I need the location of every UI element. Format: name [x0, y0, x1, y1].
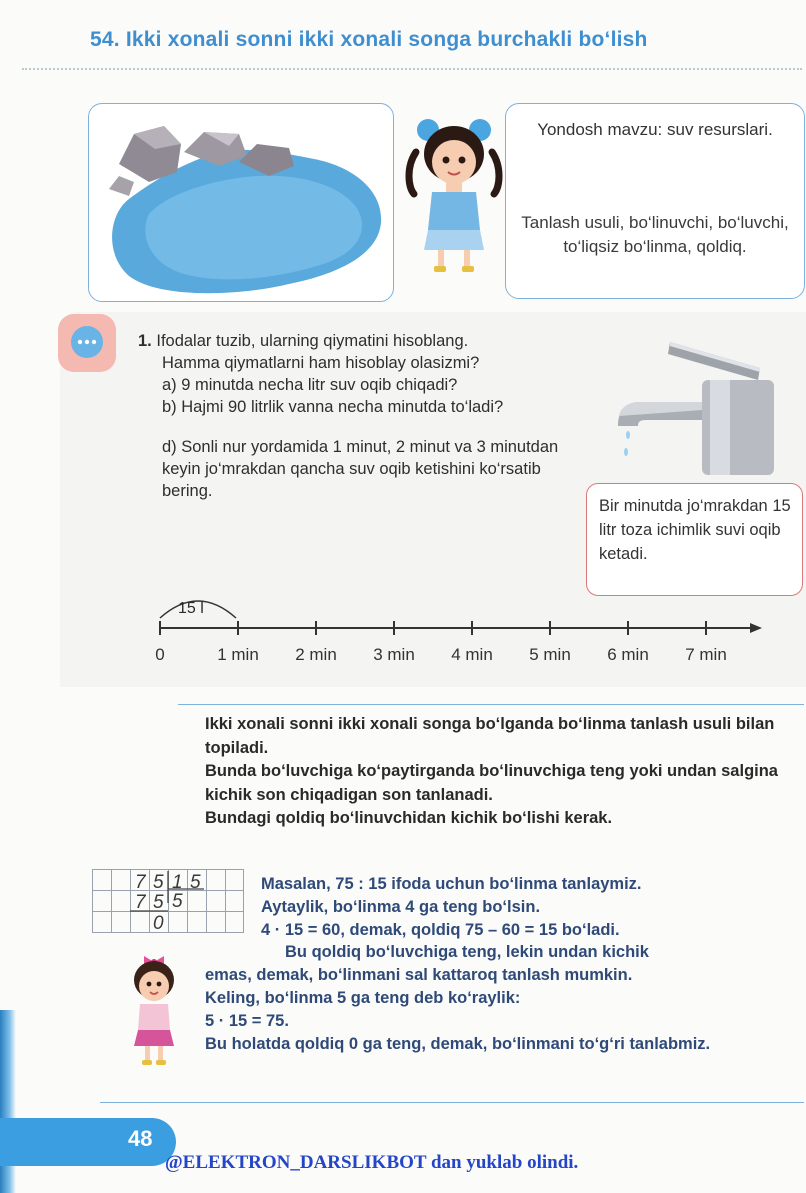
number-line-label: 7 min [685, 645, 727, 664]
dividend-digit: 7 [135, 872, 146, 893]
example-line: Bu qoldiq bo‘luvchiga teng, lekin undan kichik [285, 943, 649, 962]
task-number: 1. [138, 332, 152, 350]
number-line-axis [150, 590, 770, 650]
task-item-d: d) Sonli nur yordamida 1 minut, 2 minut va 3 minutdan keyin jo‘mrakdan qancha suv oqib ketishini ko‘rsatib bering. [162, 438, 559, 500]
example-line: emas, demak, bo‘linmani sal kattaroq tanlash mumkin. [205, 966, 633, 985]
rule-box [205, 713, 805, 831]
task-instruction: Ifodalar tuzib, ularning qiymatini hisoblang. [156, 332, 469, 350]
divisor-digit: 5 [190, 872, 201, 893]
example-section [205, 873, 795, 1055]
title-divider [22, 68, 802, 70]
rule-line-1: Ikki xonali sonni ikki xonali songa bo‘lganda bo‘linma tanlash usuli bilan topiladi. [205, 715, 775, 757]
task-item-b: b) Hajmi 90 litrlik vanna necha minutda to‘ladi? [162, 398, 504, 416]
note-box: Bir minutda jo‘mrakdan 15 litr toza ichimlik suvi oqib ketadi. [586, 483, 803, 596]
rule-line-2: Bunda bo‘luvchiga ko‘paytirganda bo‘linuvchiga teng yoki undan salgina kichik son chiqadigan son tanlanadi. [205, 762, 778, 804]
remainder-digit: 0 [153, 913, 164, 933]
girl-with-bow-icon [118, 950, 190, 1072]
divisor-digit: 1 [172, 872, 183, 893]
faucet-icon [610, 340, 800, 475]
pond-illustration [88, 103, 394, 302]
rule-divider [178, 704, 804, 705]
number-line-label: 2 min [295, 645, 337, 664]
example-line: Bu holatda qoldiq 0 ga teng, demak, bo‘linmani to‘g‘ri tanlabmiz. [205, 1034, 711, 1053]
example-line: Aytaylik, bo‘linma 4 ga teng bo‘lsin. [261, 897, 541, 916]
number-line-label: 1 min [217, 645, 259, 664]
number-line-label: 6 min [607, 645, 649, 664]
number-line-label: 5 min [529, 645, 571, 664]
number-line-label: 4 min [451, 645, 493, 664]
example-line: Masalan, 75 : 15 ifoda uchun bo‘linma tanlaymiz. [261, 875, 642, 893]
dividend-digit: 5 [153, 872, 164, 893]
pond-icon [89, 104, 393, 301]
watermark-text: @ELEKTRON_DARSLIKBOT dan yuklab olindi. [165, 1152, 579, 1173]
related-topic-text: Yondosh mavzu: suv resurslari. [537, 120, 773, 139]
example-line: 4 · 15 = 60, demak, qoldiq 75 – 60 = 15 bo‘ladi. [261, 920, 620, 939]
quotient-digit: 5 [172, 891, 183, 912]
product-digit: 7 [135, 892, 146, 913]
number-line [150, 590, 770, 670]
product-digit: 5 [153, 892, 164, 913]
page-title: 54. Ikki xonali sonni ikki xonali songa burchakli bo‘lish [90, 28, 648, 51]
number-line-label: 0 [155, 645, 165, 664]
topic-box [505, 103, 805, 299]
key-terms-text: Tanlash usuli, bo‘linuvchi, bo‘luvchi, to‘liqsiz bo‘linma, qoldiq. [521, 213, 789, 256]
task-1 [138, 330, 578, 502]
bottom-divider [100, 1102, 804, 1103]
rule-line-3: Bundagi qoldiq bo‘linuvchidan kichik bo‘lishi kerak. [205, 809, 613, 827]
number-line-label: 3 min [373, 645, 415, 664]
task-item-a: a) 9 minutda necha litr suv oqib chiqadi? [162, 376, 458, 394]
example-line: Keling, bo‘linma 5 ga teng deb ko‘raylik: [205, 988, 521, 1007]
girl-illustration-icon [398, 112, 504, 282]
arc-label: 15 l [178, 600, 204, 617]
discussion-bubble-icon [56, 312, 118, 374]
example-line: 5 · 15 = 75. [205, 1011, 289, 1030]
task-question: Hamma qiymatlarni ham hisoblay olasizmi? [162, 354, 480, 372]
page-number: 48 [128, 1126, 153, 1151]
arrow-right-icon [750, 623, 762, 633]
